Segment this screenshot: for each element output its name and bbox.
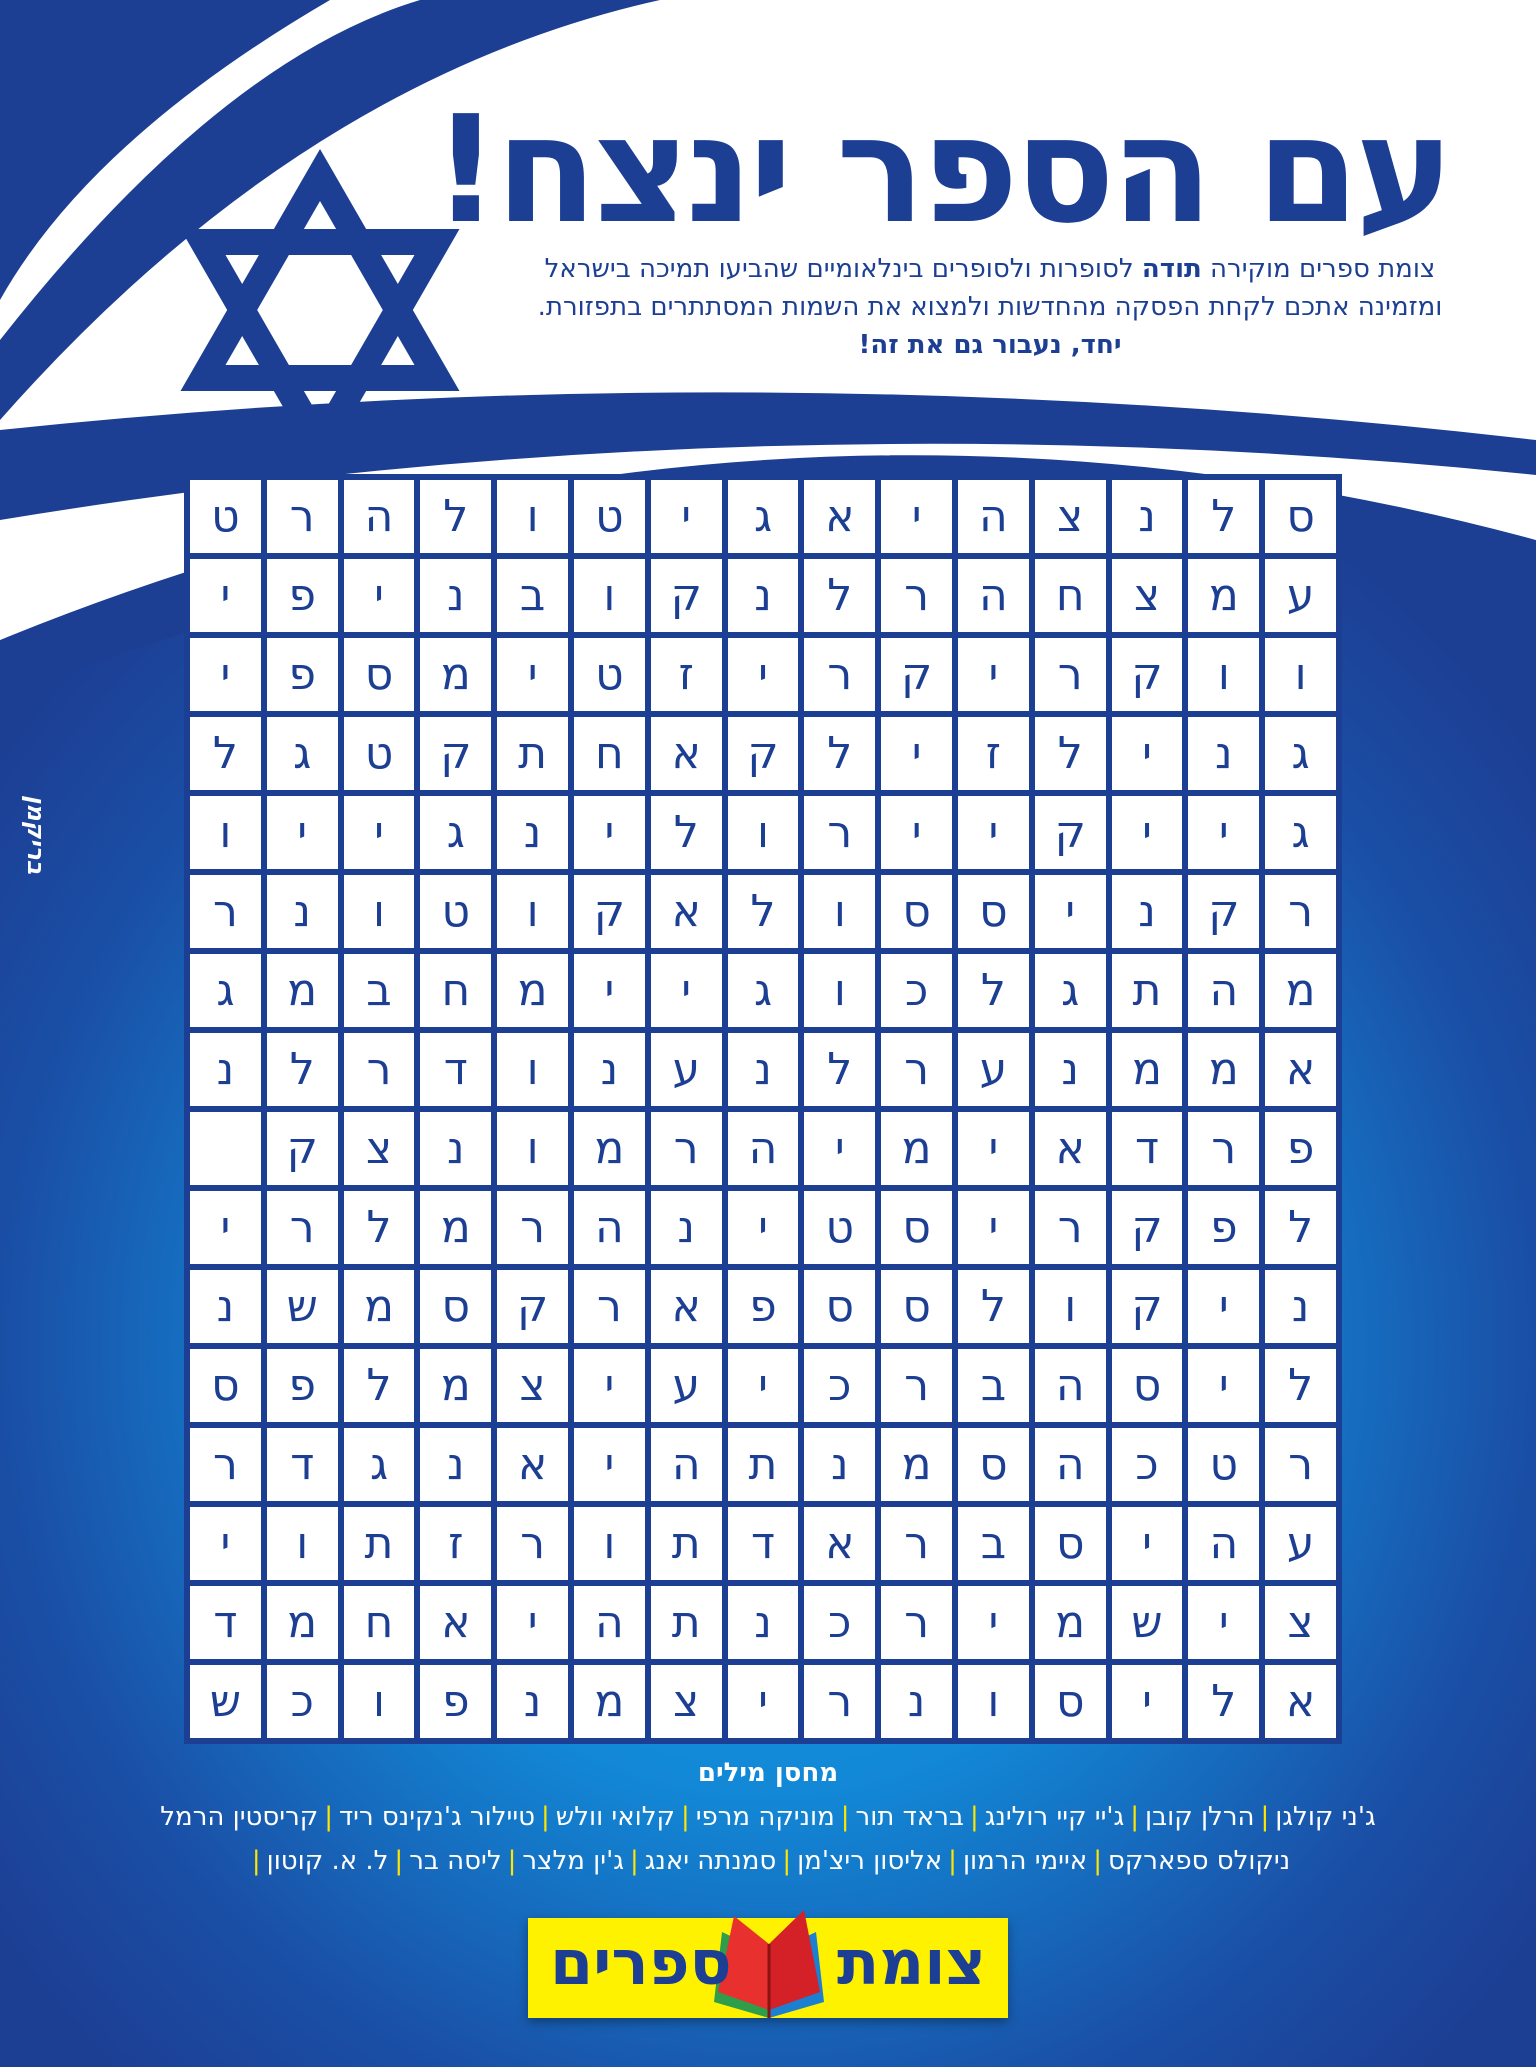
grid-cell[interactable]: ק	[651, 559, 722, 632]
word-bank-item: ג'ין מלצר	[522, 1846, 624, 1876]
grid-cell[interactable]: ל	[1188, 1665, 1259, 1738]
grid-cell[interactable]: א	[1265, 1665, 1336, 1738]
grid-cell[interactable]: צ	[1112, 559, 1183, 632]
grid-cell[interactable]: ר	[881, 1349, 952, 1422]
word-search-grid	[184, 474, 1342, 1744]
grid-cell[interactable]: ר	[344, 1033, 415, 1106]
intro-text-rest: לסופרות ולסופרים בינלאומיים שהביעו תמיכה בישראל ומזמינה אתכם לקחת הפסקה מהחדשות ולמצוא את השמות המסתתרים בתפזורת.	[537, 254, 1443, 322]
grid-cell[interactable]: י	[574, 1349, 645, 1422]
grid-cell[interactable]: י	[958, 1112, 1029, 1185]
grid-cell[interactable]: ע	[651, 1349, 722, 1422]
grid-cell[interactable]: ל	[958, 954, 1029, 1027]
grid-cell[interactable]: ל	[420, 480, 491, 553]
word-bank-line-1	[40, 1802, 1496, 1832]
intro-text-start: צומת ספרים מוקירה	[1201, 254, 1436, 284]
grid-cell[interactable]: י	[958, 638, 1029, 711]
grid-cell[interactable]: י	[574, 796, 645, 869]
grid-cell[interactable]: י	[958, 796, 1029, 869]
word-bank-item: איימי הרמון	[962, 1846, 1088, 1876]
grid-cell[interactable]: ו	[574, 1507, 645, 1580]
grid-cell[interactable]: ת	[497, 717, 568, 790]
grid-cell[interactable]: מ	[420, 1191, 491, 1264]
word-separator: |	[394, 1846, 404, 1876]
word-separator: |	[629, 1846, 639, 1876]
grid-cell[interactable]: י	[804, 1112, 875, 1185]
grid-cell[interactable]: מ	[1265, 954, 1336, 1027]
intro-closing: יחד, נעבור גם את זה!	[858, 330, 1122, 360]
grid-cell[interactable]: ד	[420, 1033, 491, 1106]
grid-cell[interactable]: נ	[881, 1665, 952, 1738]
grid-cell[interactable]: מ	[267, 954, 338, 1027]
grid-cell[interactable]: ס	[881, 1270, 952, 1343]
grid-cell[interactable]: ס	[1112, 1349, 1183, 1422]
grid-cell[interactable]: פ	[728, 1270, 799, 1343]
grid-cell[interactable]: מ	[344, 1270, 415, 1343]
grid-cell[interactable]: נ	[420, 1428, 491, 1501]
grid-cell[interactable]: ו	[497, 1112, 568, 1185]
grid-cell[interactable]: ש	[190, 1665, 261, 1738]
grid-cell[interactable]: ד	[267, 1428, 338, 1501]
grid-cell[interactable]: ל	[1188, 480, 1259, 553]
word-bank-title: מחסן מילים	[697, 1758, 839, 1788]
word-separator: |	[948, 1846, 957, 1876]
grid-cell[interactable]: ר	[497, 1507, 568, 1580]
grid-cell[interactable]: ר	[804, 1665, 875, 1738]
word-bank-item: מוניקה מרפי	[695, 1802, 835, 1832]
grid-cell[interactable]: י	[497, 1586, 568, 1659]
grid-cell[interactable]: ר	[190, 875, 261, 948]
grid-cell[interactable]: י	[881, 480, 952, 553]
grid-cell[interactable]: ס	[1035, 1665, 1106, 1738]
grid-cell[interactable]: ק	[1035, 796, 1106, 869]
word-bank-item: סמנתה יאנג	[644, 1846, 777, 1876]
word-separator: |	[324, 1802, 333, 1832]
logo-word-left: ספרים	[550, 1926, 732, 1999]
grid-cell[interactable]: י	[958, 1191, 1029, 1264]
grid-cell[interactable]: ר	[267, 1191, 338, 1264]
grid-cell[interactable]: צ	[497, 1349, 568, 1422]
store-logo	[528, 1918, 1008, 2018]
grid-cell[interactable]: ע	[958, 1033, 1029, 1106]
grid-cell[interactable]: ז	[420, 1507, 491, 1580]
grid-cell[interactable]: י	[728, 1665, 799, 1738]
grid-cell[interactable]: כ	[804, 1586, 875, 1659]
word-separator: |	[1130, 1802, 1140, 1832]
grid-cell[interactable]: ק	[1112, 638, 1183, 711]
grid-cell[interactable]: כ	[881, 954, 952, 1027]
grid-cell[interactable]: ו	[267, 1507, 338, 1580]
grid-cell[interactable]: י	[728, 638, 799, 711]
grid-cell[interactable]: צ	[1265, 1586, 1336, 1659]
grid-cell[interactable]: ק	[881, 638, 952, 711]
grid-cell[interactable]: נ	[420, 559, 491, 632]
word-separator: |	[1093, 1846, 1102, 1876]
grid-cell[interactable]: י	[958, 1586, 1029, 1659]
grid-cell[interactable]: ג	[190, 954, 261, 1027]
grid-cell[interactable]: ו	[344, 875, 415, 948]
page-title: עם הספר ינצח!	[432, 84, 1450, 256]
grid-cell[interactable]: ע	[651, 1033, 722, 1106]
grid-cell[interactable]: י	[344, 796, 415, 869]
grid-cell[interactable]: ר	[497, 1191, 568, 1264]
grid-cell[interactable]: ט	[420, 875, 491, 948]
grid-cell[interactable]: א	[1265, 1033, 1336, 1106]
grid-cell[interactable]: ו	[497, 875, 568, 948]
grid-cell[interactable]: ג	[1035, 954, 1106, 1027]
grid-cell[interactable]: ט	[804, 1191, 875, 1264]
grid-cell[interactable]: ג	[1265, 796, 1336, 869]
grid-cell[interactable]: פ	[420, 1665, 491, 1738]
grid-cell[interactable]: א	[804, 480, 875, 553]
grid-cell[interactable]: ר	[804, 638, 875, 711]
grid-cell[interactable]: ע	[1265, 559, 1336, 632]
grid-cell[interactable]: ח	[574, 717, 645, 790]
word-bank-item: קריסטין הרמל	[160, 1802, 319, 1832]
grid-cell[interactable]: ד	[1112, 1112, 1183, 1185]
grid-cell[interactable]: א	[651, 717, 722, 790]
word-bank-item: ל. א. קוטון	[266, 1846, 389, 1876]
grid-cell[interactable]: ל	[804, 717, 875, 790]
grid-cell[interactable]: ב	[497, 559, 568, 632]
grid-cell[interactable]: ו	[1035, 1270, 1106, 1343]
logo-word-right: צומת	[837, 1926, 986, 1999]
grid-cell[interactable]: ג	[1265, 717, 1336, 790]
grid-cell[interactable]: מ	[267, 1586, 338, 1659]
grid-cell[interactable]: י	[497, 638, 568, 711]
grid-cell[interactable]: נ	[651, 1191, 722, 1264]
grid-cell[interactable]: ו	[344, 1665, 415, 1738]
grid-cell[interactable]: ל	[344, 1349, 415, 1422]
grid-cell[interactable]: צ	[1035, 480, 1106, 553]
grid-cell[interactable]: ס	[1265, 480, 1336, 553]
grid-cell[interactable]: ר	[881, 1033, 952, 1106]
grid-cell[interactable]: נ	[574, 1033, 645, 1106]
grid-cell[interactable]: י	[1188, 796, 1259, 869]
grid-cell[interactable]: ס	[958, 875, 1029, 948]
grid-cell[interactable]: ה	[574, 1191, 645, 1264]
grid-cell[interactable]: א	[651, 1270, 722, 1343]
word-bank-line-2	[40, 1846, 1496, 1876]
grid-cell[interactable]: ו	[497, 1033, 568, 1106]
grid-cell[interactable]: ט	[190, 480, 261, 553]
grid-cell[interactable]: ל	[958, 1270, 1029, 1343]
grid-cell[interactable]: ו	[728, 796, 799, 869]
grid-cell[interactable]: ל	[1265, 1191, 1336, 1264]
grid-cell[interactable]: ק	[497, 1270, 568, 1343]
grid-cell[interactable]: מ	[881, 1112, 952, 1185]
grid-cell[interactable]: י	[1112, 1665, 1183, 1738]
word-separator: |	[782, 1846, 792, 1876]
grid-cell[interactable]: ט	[574, 638, 645, 711]
grid-cell[interactable]: ב	[958, 1349, 1029, 1422]
grid-cell[interactable]: ד	[728, 1507, 799, 1580]
grid-cell[interactable]: ר	[881, 1586, 952, 1659]
grid-cell[interactable]: ז	[651, 638, 722, 711]
grid-cell[interactable]: ה	[1035, 1349, 1106, 1422]
grid-cell[interactable]: מ	[574, 1665, 645, 1738]
grid-cell[interactable]: ט	[344, 717, 415, 790]
grid-cell[interactable]: נ	[804, 1428, 875, 1501]
grid-cell[interactable]: ו	[574, 559, 645, 632]
grid-cell[interactable]: ר	[804, 796, 875, 869]
grid-cell[interactable]: נ	[190, 1270, 261, 1343]
grid-cell[interactable]: י	[651, 480, 722, 553]
grid-cell[interactable]: מ	[574, 1112, 645, 1185]
grid-cell[interactable]: י	[881, 796, 952, 869]
grid-cell[interactable]: מ	[420, 1349, 491, 1422]
grid-cell[interactable]: ו	[958, 1665, 1029, 1738]
grid-cell[interactable]: י	[574, 954, 645, 1027]
grid-cell[interactable]: י	[881, 717, 952, 790]
grid-cell[interactable]: י	[190, 1191, 261, 1264]
grid-cell[interactable]: כ	[804, 1349, 875, 1422]
grid-cell[interactable]: ת	[728, 1428, 799, 1501]
grid-cell[interactable]: ק	[574, 875, 645, 948]
artist-credit: בריקמן	[22, 795, 50, 875]
grid-cell[interactable]: ס	[881, 875, 952, 948]
grid-cell[interactable]: ה	[728, 1112, 799, 1185]
word-separator: |	[840, 1802, 850, 1832]
grid-cell[interactable]: ו	[497, 480, 568, 553]
grid-cell[interactable]: ו	[804, 954, 875, 1027]
grid-cell[interactable]: נ	[728, 1033, 799, 1106]
grid-cell[interactable]: צ	[651, 1665, 722, 1738]
grid-cell[interactable]: י	[190, 559, 261, 632]
grid-cell[interactable]: א	[497, 1428, 568, 1501]
word-separator: |	[541, 1802, 550, 1832]
grid-cell[interactable]: פ	[1188, 1191, 1259, 1264]
grid-cell[interactable]: ס	[804, 1270, 875, 1343]
grid-cell[interactable]: ח	[344, 1586, 415, 1659]
grid-cell[interactable]: מ	[881, 1428, 952, 1501]
grid-cell[interactable]: י	[190, 638, 261, 711]
grid-cell[interactable]: ה	[344, 480, 415, 553]
grid-cell[interactable]: ת	[651, 1586, 722, 1659]
grid-cell[interactable]: י	[574, 1428, 645, 1501]
grid-cell[interactable]	[190, 1112, 261, 1185]
grid-cell[interactable]: י	[1188, 1270, 1259, 1343]
grid-cell[interactable]: נ	[728, 1586, 799, 1659]
grid-cell[interactable]: ו	[190, 796, 261, 869]
grid-cell[interactable]: ל	[344, 1191, 415, 1264]
word-bank-item: הרלן קובן	[1145, 1802, 1255, 1832]
grid-cell[interactable]: י	[651, 954, 722, 1027]
grid-cell[interactable]: ש	[267, 1270, 338, 1343]
grid-cell[interactable]: נ	[420, 1112, 491, 1185]
word-separator: |	[1260, 1802, 1270, 1832]
grid-cell[interactable]: נ	[190, 1033, 261, 1106]
grid-cell[interactable]: א	[420, 1586, 491, 1659]
word-bank-item: קלואי וולש	[555, 1802, 675, 1832]
grid-cell[interactable]: א	[804, 1507, 875, 1580]
grid-cell[interactable]: ס	[344, 638, 415, 711]
word-bank-item: ליסה בר	[409, 1846, 502, 1876]
grid-cell[interactable]: ג	[728, 480, 799, 553]
grid-cell[interactable]: ב	[344, 954, 415, 1027]
grid-cell[interactable]: ג	[420, 796, 491, 869]
grid-cell[interactable]: ס	[190, 1349, 261, 1422]
grid-cell[interactable]: ג	[344, 1428, 415, 1501]
grid-cell[interactable]: ק	[1112, 1191, 1183, 1264]
word-bank-item: ג'יי קיי רולינג	[984, 1802, 1125, 1832]
grid-cell[interactable]: י	[1188, 1349, 1259, 1422]
word-bank-item: ניקולס ספארקס	[1107, 1846, 1291, 1876]
word-separator: |	[507, 1846, 517, 1876]
grid-cell[interactable]: מ	[497, 954, 568, 1027]
grid-cell[interactable]: צ	[344, 1112, 415, 1185]
grid-cell[interactable]: י	[1035, 875, 1106, 948]
grid-cell[interactable]: נ	[497, 796, 568, 869]
grid-cell[interactable]: ת	[651, 1507, 722, 1580]
grid-cell[interactable]: פ	[267, 638, 338, 711]
grid-cell[interactable]: י	[1112, 717, 1183, 790]
word-bank-item: בראד תור	[855, 1802, 964, 1832]
grid-cell[interactable]: י	[728, 1349, 799, 1422]
grid-cell[interactable]: ל	[267, 1033, 338, 1106]
grid-cell[interactable]: ק	[420, 717, 491, 790]
grid-cell[interactable]: ק	[1188, 875, 1259, 948]
grid-cell[interactable]: ק	[728, 717, 799, 790]
grid-cell[interactable]: נ	[267, 875, 338, 948]
grid-cell[interactable]: ר	[881, 1507, 952, 1580]
grid-cell[interactable]: ל	[190, 717, 261, 790]
grid-cell[interactable]: ו	[1265, 638, 1336, 711]
word-bank-item: אליסון ריצ'מן	[797, 1846, 943, 1876]
grid-cell[interactable]: ר	[1265, 1428, 1336, 1501]
grid-cell[interactable]: ה	[574, 1586, 645, 1659]
grid-cell[interactable]: נ	[728, 559, 799, 632]
grid-cell[interactable]: כ	[267, 1665, 338, 1738]
grid-cell[interactable]: י	[1112, 796, 1183, 869]
grid-cell[interactable]: נ	[1265, 1270, 1336, 1343]
grid-cell[interactable]: ס	[420, 1270, 491, 1343]
grid-cell[interactable]: ת	[344, 1507, 415, 1580]
grid-cell[interactable]: פ	[267, 1349, 338, 1422]
word-separator: |	[251, 1846, 261, 1876]
grid-cell[interactable]: ע	[1265, 1507, 1336, 1580]
grid-cell[interactable]: ר	[190, 1428, 261, 1501]
intro-text	[500, 250, 1480, 364]
grid-cell[interactable]: ה	[958, 480, 1029, 553]
grid-cell[interactable]: ר	[267, 480, 338, 553]
grid-cell[interactable]: ט	[1188, 1428, 1259, 1501]
grid-cell[interactable]: נ	[1035, 1033, 1106, 1106]
grid-cell[interactable]: ה	[651, 1428, 722, 1501]
grid-cell[interactable]: ו	[1188, 638, 1259, 711]
grid-cell[interactable]: כ	[1112, 1428, 1183, 1501]
grid-cell[interactable]: א	[1035, 1112, 1106, 1185]
grid-cell[interactable]: ס	[958, 1428, 1029, 1501]
grid-cell[interactable]: פ	[267, 559, 338, 632]
grid-cell[interactable]: נ	[1112, 875, 1183, 948]
grid-cell[interactable]: ה	[1188, 954, 1259, 1027]
grid-cell[interactable]: מ	[420, 638, 491, 711]
grid-cell[interactable]: ר	[881, 559, 952, 632]
grid-cell[interactable]: ר	[574, 1270, 645, 1343]
grid-cell[interactable]: ג	[267, 717, 338, 790]
grid-cell[interactable]: נ	[1188, 717, 1259, 790]
grid-cell[interactable]: ח	[1035, 559, 1106, 632]
grid-cell[interactable]: א	[651, 875, 722, 948]
intro-thanks-word: תודה	[1141, 254, 1202, 284]
grid-cell[interactable]: ל	[1265, 1349, 1336, 1422]
grid-cell[interactable]: י	[1188, 1586, 1259, 1659]
grid-cell[interactable]: מ	[1035, 1586, 1106, 1659]
grid-cell[interactable]: ל	[804, 1033, 875, 1106]
grid-cell[interactable]: ב	[958, 1507, 1029, 1580]
grid-cell[interactable]: ה	[1035, 1428, 1106, 1501]
grid-cell[interactable]: י	[1112, 1507, 1183, 1580]
grid-cell[interactable]: ו	[804, 875, 875, 948]
word-separator: |	[969, 1802, 979, 1832]
grid-cell[interactable]: ר	[1035, 638, 1106, 711]
grid-cell[interactable]: ד	[190, 1586, 261, 1659]
grid-cell[interactable]: י	[267, 796, 338, 869]
grid-cell[interactable]: ס	[881, 1191, 952, 1264]
grid-cell[interactable]: מ	[1188, 1033, 1259, 1106]
grid-cell[interactable]: נ	[1112, 480, 1183, 553]
grid-cell[interactable]: ל	[804, 559, 875, 632]
grid-cell[interactable]: ה	[1188, 1507, 1259, 1580]
grid-cell[interactable]: י	[190, 1507, 261, 1580]
grid-cell[interactable]: ר	[1035, 1191, 1106, 1264]
grid-cell[interactable]: ל	[728, 875, 799, 948]
grid-cell[interactable]: ק	[267, 1112, 338, 1185]
word-bank-item: ג'ני קולגן	[1275, 1802, 1376, 1832]
grid-cell[interactable]: ה	[958, 559, 1029, 632]
grid-cell[interactable]: ס	[1035, 1507, 1106, 1580]
grid-cell[interactable]: ז	[958, 717, 1029, 790]
grid-cell[interactable]: ל	[1035, 717, 1106, 790]
grid-cell[interactable]: ר	[1188, 1112, 1259, 1185]
grid-cell[interactable]: ש	[1112, 1586, 1183, 1659]
grid-cell[interactable]: ג	[728, 954, 799, 1027]
word-bank-item: טיילור ג'נקינס ריד	[338, 1802, 536, 1832]
grid-cell[interactable]: י	[344, 559, 415, 632]
grid-cell[interactable]: ט	[574, 480, 645, 553]
grid-cell[interactable]: ק	[1112, 1270, 1183, 1343]
grid-cell[interactable]: מ	[1112, 1033, 1183, 1106]
grid-cell[interactable]: ל	[651, 796, 722, 869]
grid-cell[interactable]: פ	[1265, 1112, 1336, 1185]
grid-cell[interactable]: ח	[420, 954, 491, 1027]
grid-cell[interactable]: ר	[1265, 875, 1336, 948]
word-separator: |	[680, 1802, 690, 1832]
grid-cell[interactable]: ר	[651, 1112, 722, 1185]
grid-cell[interactable]: מ	[1188, 559, 1259, 632]
grid-cell[interactable]: י	[728, 1191, 799, 1264]
grid-cell[interactable]: נ	[497, 1665, 568, 1738]
grid-cell[interactable]: ת	[1112, 954, 1183, 1027]
